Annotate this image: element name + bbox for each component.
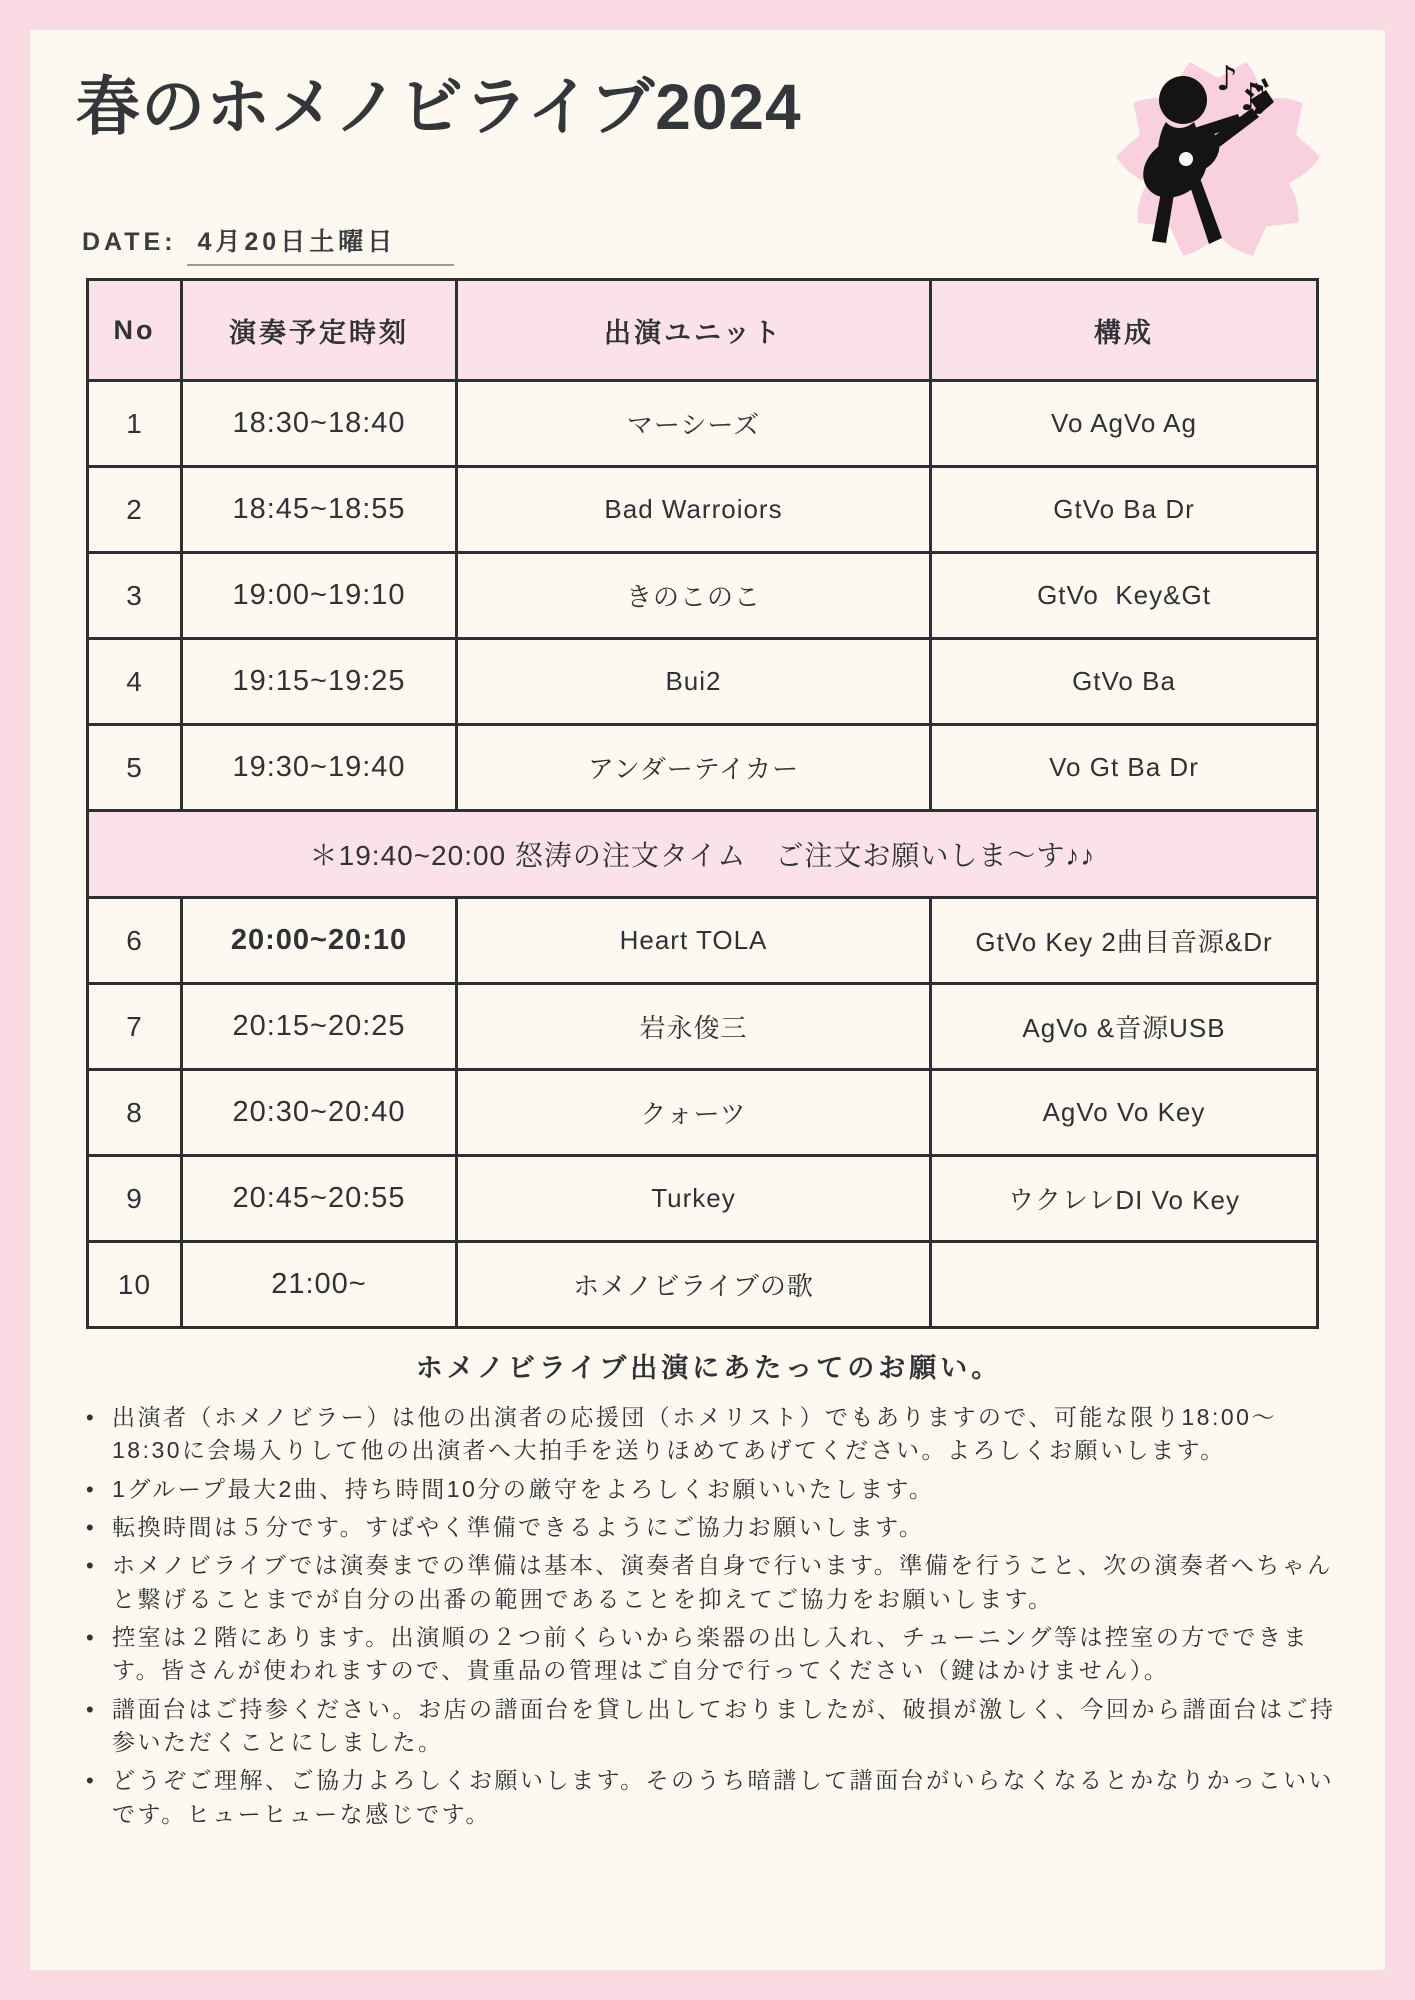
table-header-row <box>88 280 1318 381</box>
row-number-cell: 3 <box>88 553 182 639</box>
time-cell: 20:30~20:40 <box>182 1070 457 1156</box>
notes-list <box>78 1401 1340 1831</box>
formation-cell: GtVo Key 2曲目音源&Dr <box>931 898 1318 984</box>
date-line <box>82 224 454 266</box>
formation-cell: GtVo Ba <box>931 639 1318 725</box>
svg-text:♪: ♪ <box>1216 59 1238 99</box>
order-break-row <box>88 811 1318 898</box>
date-label: DATE: <box>82 228 177 256</box>
time-cell: 19:15~19:25 <box>182 639 457 725</box>
formation-cell: ウクレレDI Vo Key <box>931 1156 1318 1242</box>
time-cell: 20:00~20:10 <box>182 898 457 984</box>
row-number-cell: 8 <box>88 1070 182 1156</box>
unit-cell: 岩永俊三 <box>457 984 931 1070</box>
table-row <box>88 1242 1318 1328</box>
header-formation: 構成 <box>931 280 1318 381</box>
note-item: • 出演者（ホメノビラー）は他の出演者の応援団（ホメリスト）でもありますので、可能な限り18:00～18:30に会場入りして他の出演者へ大拍手を送りほめてあげてください。よろしくお願いします。 <box>112 1401 1340 1468</box>
table-row <box>88 553 1318 639</box>
table-row <box>88 381 1318 467</box>
unit-cell: ホメノビライブの歌 <box>457 1242 931 1328</box>
formation-cell: Vo Gt Ba Dr <box>931 725 1318 811</box>
time-cell: 19:30~19:40 <box>182 725 457 811</box>
row-number-cell: 9 <box>88 1156 182 1242</box>
note-item: • 転換時間は５分です。すばやく準備できるようにご協力お願いします。 <box>112 1511 1340 1544</box>
row-number-cell: 4 <box>88 639 182 725</box>
row-number-cell: 5 <box>88 725 182 811</box>
time-cell: 21:00~ <box>182 1242 457 1328</box>
table-row <box>88 1070 1318 1156</box>
formation-cell: Vo AgVo Ag <box>931 381 1318 467</box>
row-number-cell: 7 <box>88 984 182 1070</box>
time-cell: 20:15~20:25 <box>182 984 457 1070</box>
unit-cell: マーシーズ <box>457 381 931 467</box>
unit-cell: Heart TOLA <box>457 898 931 984</box>
time-cell: 18:30~18:40 <box>182 381 457 467</box>
formation-cell: AgVo &音源USB <box>931 984 1318 1070</box>
svg-text:♫: ♫ <box>1236 75 1271 119</box>
time-cell: 18:45~18:55 <box>182 467 457 553</box>
flyer-page <box>30 30 1385 1970</box>
time-cell: 19:00~19:10 <box>182 553 457 639</box>
formation-cell <box>931 1242 1318 1328</box>
note-item: • どうぞご理解、ご協力よろしくお願いします。そのうち暗譜して譜面台がいらなくなるとかなりかっこいいです。ヒューヒューな感じです。 <box>112 1764 1340 1831</box>
row-number-cell: 6 <box>88 898 182 984</box>
note-item: • ホメノビライブでは演奏までの準備は基本、演奏者自身で行います。準備を行うこと、次の演奏者へちゃんと繋げることまでが自分の出番の範囲であることを抑えてご協力をお願いします。 <box>112 1549 1340 1616</box>
row-number-cell: 1 <box>88 381 182 467</box>
table-row <box>88 725 1318 811</box>
note-item: • 1グループ最大2曲、持ち時間10分の厳守をよろしくお願いいたします。 <box>112 1473 1340 1506</box>
time-cell: 20:45~20:55 <box>182 1156 457 1242</box>
unit-cell: アンダーテイカー <box>457 725 931 811</box>
formation-cell: GtVo Key&Gt <box>931 553 1318 639</box>
note-item: • 譜面台はご持参ください。お店の譜面台を貸し出しておりましたが、破損が激しく、今回から譜面台はご持参いただくことにしました。 <box>112 1693 1340 1760</box>
header-no: No <box>88 280 182 381</box>
date-value: 4月20日土曜日 <box>187 224 454 266</box>
table-row <box>88 639 1318 725</box>
unit-cell: クォーツ <box>457 1070 931 1156</box>
table-row <box>88 467 1318 553</box>
row-number-cell: 10 <box>88 1242 182 1328</box>
schedule-table <box>86 278 1319 1329</box>
sakura-guitarist-icon <box>1070 38 1360 268</box>
header-unit: 出演ユニット <box>457 280 931 381</box>
unit-cell: Turkey <box>457 1156 931 1242</box>
unit-cell: きのこのこ <box>457 553 931 639</box>
formation-cell: GtVo Ba Dr <box>931 467 1318 553</box>
unit-cell: Bui2 <box>457 639 931 725</box>
table-row <box>88 984 1318 1070</box>
page-title: 春のホメノビライブ2024 <box>76 71 802 143</box>
note-item: • 控室は２階にあります。出演順の２つ前くらいから楽器の出し入れ、チューニング等は控室の方でできます。皆さんが使われますので、貴重品の管理はご自分で行ってください（鍵はかけません）。 <box>112 1621 1340 1688</box>
unit-cell: Bad Warroiors <box>457 467 931 553</box>
table-row <box>88 898 1318 984</box>
table-row <box>88 1156 1318 1242</box>
header-time: 演奏予定時刻 <box>182 280 457 381</box>
formation-cell: AgVo Vo Key <box>931 1070 1318 1156</box>
order-break-notice: ＊19:40~20:00 怒涛の注文タイム ご注文お願いしま〜す♪♪ <box>88 811 1318 898</box>
row-number-cell: 2 <box>88 467 182 553</box>
notes-section <box>78 1346 1340 1836</box>
notes-heading: ホメノビライブ出演にあたってのお願い。 <box>415 1353 1003 1383</box>
